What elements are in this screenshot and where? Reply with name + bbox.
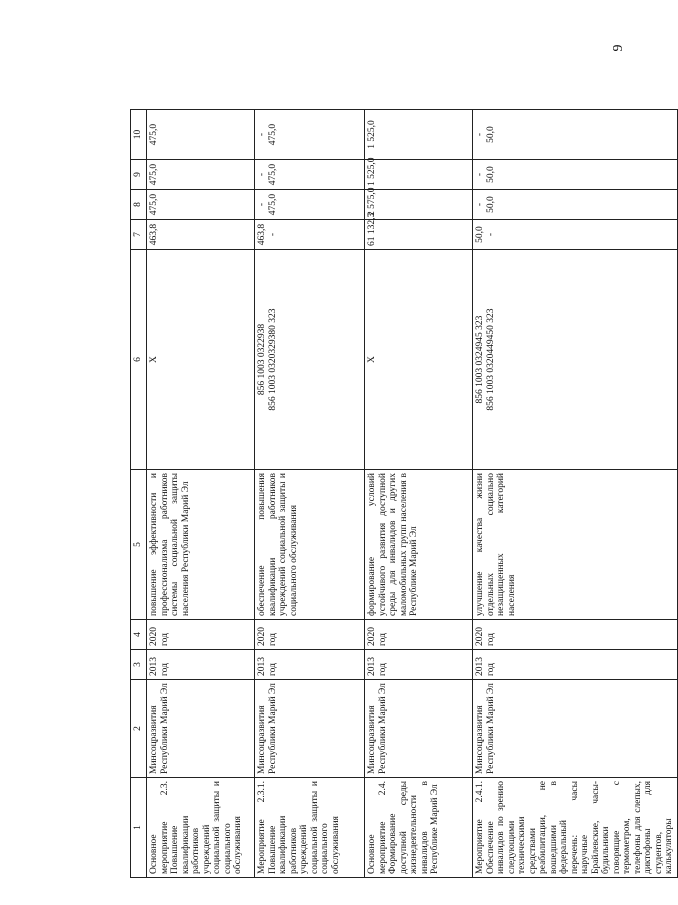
value-col10 xyxy=(473,110,678,160)
value-line: 475,0 xyxy=(267,193,278,216)
end-year: 2020 год xyxy=(255,620,365,650)
executor: Минсоцразвития Республики Марий Эл xyxy=(147,680,255,778)
activity-name: Основное мероприятие 2.4. Формирование доступной среды жизнедеятельности инвалидов в Республике Марий Эл xyxy=(365,778,473,878)
col-header: 1 xyxy=(131,778,147,878)
budget-code-line: X xyxy=(149,356,159,363)
value-col9 xyxy=(473,160,678,190)
budget-code-line: 856 1003 0320449450 323 xyxy=(485,308,496,411)
col-header: 6 xyxy=(131,250,147,470)
value-col9 xyxy=(365,157,473,190)
table-row xyxy=(255,110,365,878)
header-row xyxy=(131,110,147,878)
budget-code-line: 856 1003 0320329380 323 xyxy=(267,308,278,411)
budget-code xyxy=(365,250,473,470)
expected-result: улучшение качества жизни отдельных социально незащищенных категорий населения xyxy=(473,470,678,620)
start-year: 2013 год xyxy=(147,650,255,680)
expected-result: обеспечение повышения квалификации работников учреждений социальной защиты и социального обслуживания xyxy=(255,470,365,620)
value-line: - xyxy=(475,202,485,207)
col-header: 3 xyxy=(131,650,147,680)
program-table xyxy=(130,109,678,878)
end-year: 2020 год xyxy=(365,620,473,650)
value-2013 xyxy=(473,220,678,250)
value-col8 xyxy=(255,190,365,220)
value-col10 xyxy=(255,110,365,160)
value-line: - xyxy=(475,132,485,137)
value-line: 50,0 xyxy=(475,226,485,243)
table-row xyxy=(473,110,678,878)
value-line: - xyxy=(257,172,267,177)
col-header: 8 xyxy=(131,190,147,220)
value-col10 xyxy=(365,110,473,160)
activity-name: Мероприятие 2.4.1. Обеспечение инвалидов по зрению следующими техническими средствами реабилитации, не вошедшими в федеральный перечень: часы наручные Брайлевские, часы-будильники говорящие с термометром, телефоны для слепых, диктофоны для студентов, калькуляторы xyxy=(473,778,678,878)
start-year: 2013 год xyxy=(255,650,365,680)
col-header: 10 xyxy=(131,110,147,160)
value-line: 463,8 xyxy=(149,223,159,246)
value-line: 475,0 xyxy=(267,163,278,186)
value-col8 xyxy=(147,190,255,220)
value-line: - xyxy=(257,132,267,137)
col-header: 7 xyxy=(131,220,147,250)
budget-code-line: X xyxy=(367,356,377,363)
value-line: 475,0 xyxy=(149,193,159,216)
value-line: 475,0 xyxy=(149,123,159,146)
value-col9 xyxy=(255,160,365,190)
executor: Минсоцразвития Республики Марий Эл xyxy=(365,680,473,778)
value-col10 xyxy=(147,110,255,160)
col-header: 4 xyxy=(131,620,147,650)
value-line: - xyxy=(475,172,485,177)
value-line: - xyxy=(257,202,267,207)
value-line: - xyxy=(485,232,496,237)
value-line: 475,0 xyxy=(149,163,159,186)
executor: Минсоцразвития Республики Марий Эл xyxy=(473,680,678,778)
value-line: 50,0 xyxy=(485,166,496,183)
value-line: 475,0 xyxy=(267,123,278,146)
executor: Минсоцразвития Республики Марий Эл xyxy=(255,680,365,778)
budget-code xyxy=(473,250,678,470)
expected-result: формирование условий устойчивого развития доступной среды для инвалидов и других маломобильных групп населения в Республике Марий Эл xyxy=(365,470,473,620)
page-number: 9 xyxy=(611,44,626,52)
value-line: 1 525,0 xyxy=(367,120,377,149)
activity-name: Основное мероприятие 2.3. Повышение квалификации работников учреждений социальной защиты и социального обслуживания xyxy=(147,778,255,878)
value-col9 xyxy=(147,160,255,190)
value-col8 xyxy=(473,190,678,220)
table-row xyxy=(147,110,255,878)
expected-result: повышение эффективности и профессионализма работников системы социальной защиты населения Республики Марий Эл xyxy=(147,470,255,620)
value-line: - xyxy=(267,232,278,237)
start-year: 2013 год xyxy=(473,650,678,680)
value-line: 463,8 xyxy=(257,223,267,246)
value-2013 xyxy=(255,220,365,250)
value-line: 2 575,0 xyxy=(367,187,377,216)
budget-code xyxy=(255,250,365,470)
value-2013 xyxy=(147,220,255,250)
col-header: 2 xyxy=(131,680,147,778)
activity-name: Мероприятие 2.3.1. Повышение квалификации работников учреждений социальной защиты и социального обслуживания xyxy=(255,778,365,878)
budget-code-line: 856 1003 0322938 xyxy=(257,323,267,396)
start-year: 2013 год xyxy=(365,650,473,680)
rotated-table-wrapper xyxy=(130,110,674,878)
value-line: 1 525,0 xyxy=(367,157,377,186)
value-col8 xyxy=(365,187,473,220)
value-line: 50,0 xyxy=(485,196,496,213)
end-year: 2020 год xyxy=(147,620,255,650)
value-2013 xyxy=(365,212,473,250)
budget-code-line: 856 1003 0324945 323 xyxy=(475,315,485,404)
end-year: 2020 год xyxy=(473,620,678,650)
value-line: 50,0 xyxy=(485,126,496,143)
col-header: 5 xyxy=(131,470,147,620)
budget-code xyxy=(147,250,255,470)
value-line: 61 132,3 xyxy=(367,212,377,246)
col-header: 9 xyxy=(131,160,147,190)
table-row xyxy=(365,110,473,878)
